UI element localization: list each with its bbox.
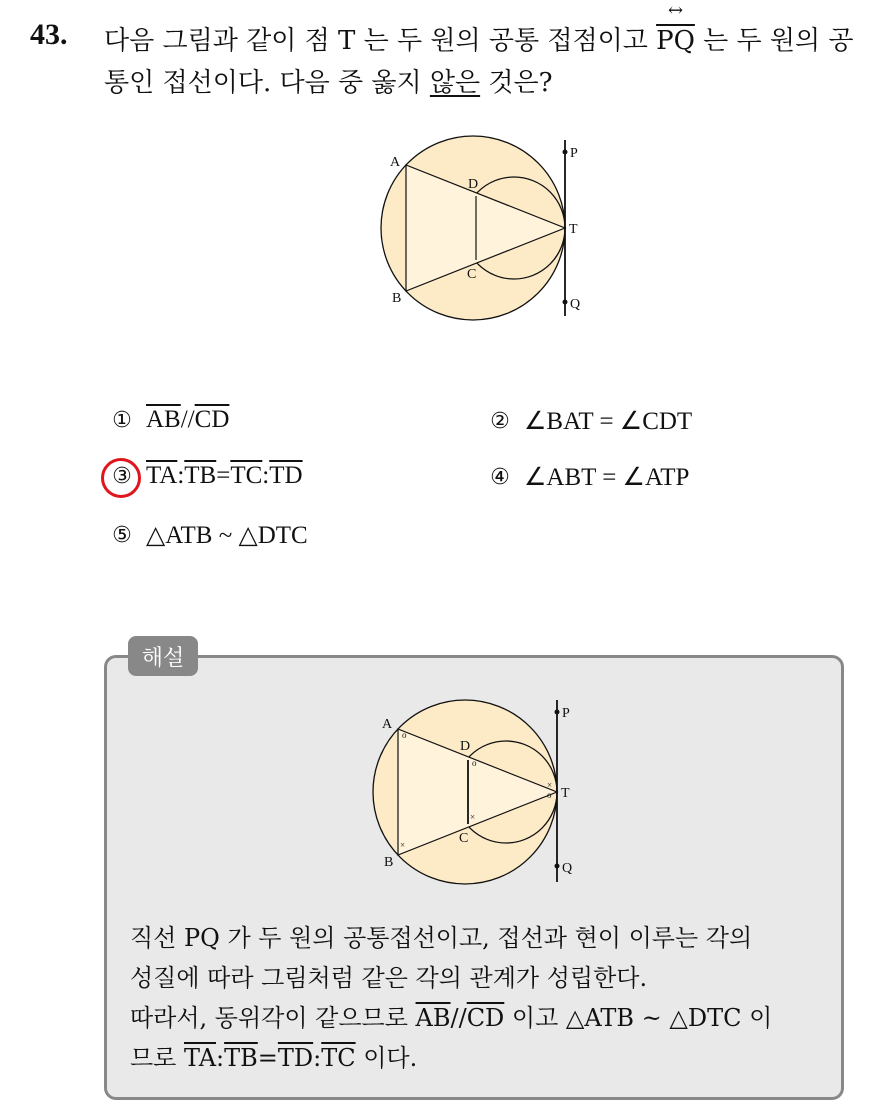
choice-text-part: △ATB ~ △DTC — [146, 522, 308, 549]
angle-mark-a: o — [402, 730, 407, 740]
choice-text — [524, 406, 692, 436]
point-p-dot — [563, 150, 568, 155]
label-a: A — [390, 155, 401, 170]
label-c: C — [459, 831, 469, 846]
question-number: 43. — [30, 18, 68, 51]
label-d: D — [460, 739, 471, 754]
choice-text — [146, 520, 308, 550]
segment-ta: $\overline{TA}$ — [184, 1044, 217, 1072]
text-segment: 므로 — [130, 1044, 184, 1072]
choice-text-part: ∠BAT = ∠CDT — [524, 408, 693, 435]
label-b: B — [384, 855, 394, 870]
point-q-dot — [555, 864, 560, 869]
segment-label: $\overline{TB}$ — [184, 462, 217, 489]
choice-text-part: ∠ABT = ∠ATP — [524, 464, 690, 491]
choice-number-mark: ③ — [112, 463, 132, 489]
ratio-colon: : — [216, 1044, 225, 1072]
choice-text-part: : — [262, 462, 270, 489]
label-b: B — [392, 291, 402, 306]
choice-number-mark: ⑤ — [112, 522, 132, 548]
segment-label: $\overline{TA}$ — [146, 462, 178, 489]
question-text-part2: 는 두 원의 공통인 접선이다. 다음 중 옳지 — [104, 26, 854, 98]
choice-text — [524, 462, 689, 492]
segment-label: $\overline{AB}$ — [146, 406, 181, 433]
ratio-colon: : — [313, 1044, 322, 1072]
choice-text-part: = — [216, 462, 231, 489]
choice-1[interactable] — [108, 406, 229, 434]
choice-text — [146, 406, 229, 434]
explanation-diagram — [362, 694, 592, 889]
text-segment: 이고 △ATB ~ △DTC 이 — [504, 1004, 773, 1032]
question-text — [104, 20, 864, 104]
line-pq-label: ↔ $\overline{PQ}$ — [656, 20, 695, 62]
label-q: Q — [562, 861, 573, 876]
segment-cd: $\overline{CD}$ — [466, 1004, 505, 1032]
segment-label: $\overline{TD}$ — [269, 462, 303, 489]
text-segment: 따라서, 동위각이 같으므로 — [130, 1004, 416, 1032]
explanation-figure — [362, 694, 592, 893]
equals-sign: = — [257, 1044, 278, 1072]
point-p-dot — [555, 710, 560, 715]
choice-number-mark: ④ — [490, 464, 510, 490]
angle-mark-b: × — [400, 840, 406, 850]
choice-5[interactable] — [108, 520, 308, 550]
explanation-text — [130, 918, 830, 1078]
choice-number-mark: ① — [112, 407, 132, 433]
selected-answer-circle — [101, 458, 141, 498]
point-q-dot — [563, 300, 568, 305]
segment-tb: $\overline{TB}$ — [224, 1044, 258, 1072]
choice-4[interactable] — [486, 462, 689, 492]
segment-ab: $\overline{AB}$ — [415, 1004, 451, 1032]
angle-mark-t-upper: × — [547, 780, 553, 790]
tangent-circles-diagram — [370, 132, 600, 322]
text-segment: 이다. — [355, 1044, 418, 1072]
choice-text — [146, 462, 303, 490]
angle-mark-c: × — [470, 812, 476, 822]
label-c: C — [467, 267, 477, 282]
explanation-line-4 — [130, 1038, 830, 1078]
label-p: P — [570, 146, 578, 161]
question-text-part1: 다음 그림과 같이 점 T 는 두 원의 공통 접점이고 — [104, 26, 657, 56]
label-d: D — [468, 177, 479, 192]
explanation-tag: 해설 — [128, 636, 198, 676]
label-p: P — [562, 706, 570, 721]
segment-label: $\overline{TC}$ — [230, 462, 263, 489]
choice-number-mark: ② — [490, 408, 510, 434]
explanation-line-1: 직선 PQ 가 두 원의 공통접선이고, 접선과 현이 이루는 각의 — [130, 924, 753, 952]
question-text-part3: 것은? — [480, 68, 553, 98]
choice-2[interactable] — [486, 406, 692, 436]
segment-label: $\overline{CD}$ — [194, 406, 230, 433]
segment-td: $\overline{TD}$ — [277, 1044, 314, 1072]
segment-tc: $\overline{TC}$ — [321, 1044, 356, 1072]
angle-mark-d: o — [472, 758, 477, 768]
choice-text-part: : — [177, 462, 185, 489]
question-figure — [370, 132, 600, 326]
label-a: A — [382, 717, 393, 732]
label-t: T — [569, 222, 578, 237]
explanation-line-2: 성질에 따라 그림처럼 같은 각의 관계가 성립한다. — [130, 964, 648, 992]
choice-text-part: // — [180, 406, 195, 433]
label-q: Q — [570, 297, 581, 312]
underlined-word: 않은 — [429, 68, 481, 98]
angle-mark-t-lower: o — [547, 790, 552, 800]
parallel-sign: // — [450, 1004, 467, 1032]
explanation-line-3 — [130, 998, 830, 1038]
label-t: T — [561, 786, 570, 801]
